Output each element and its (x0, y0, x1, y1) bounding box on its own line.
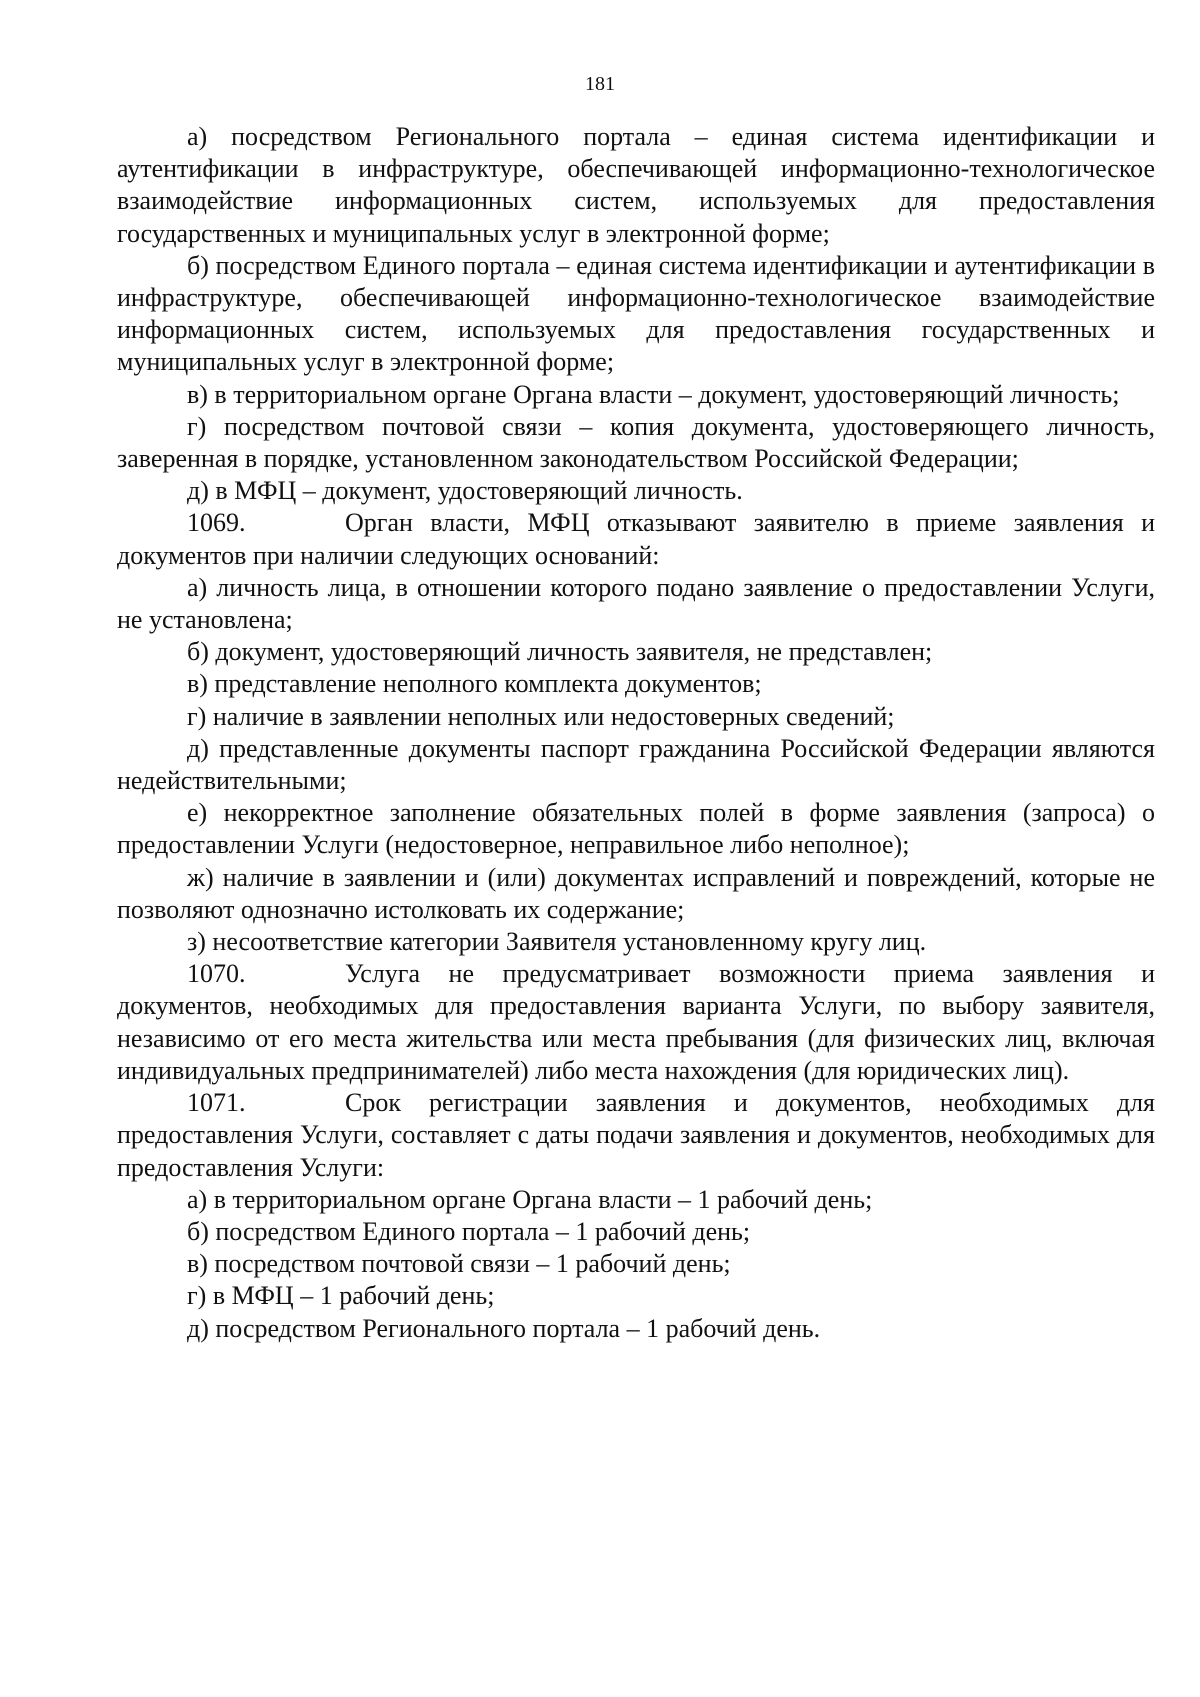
paragraph-identification-regional-portal: а) посредством Регионального портала – единая система идентификации и аутентификации в инфраструктуре, обеспечивающей информационно-технологическое взаимодействие информационных систем, используемых для предоставления государственных и муниципальных услуг в электронной форме; (117, 122, 1155, 248)
refusal-ground-v: в) представление неполного комплекта документов; (187, 669, 762, 699)
clause-1071 (117, 1087, 1155, 1184)
document-body (117, 121, 1155, 1345)
clause-1069 (117, 507, 1155, 571)
registration-term-postal: в) посредством почтовой связи – 1 рабочий день; (187, 1249, 731, 1279)
refusal-ground-b: б) документ, удостоверяющий личность заявителя, не представлен; (187, 637, 933, 667)
registration-term-regional-portal: д) посредством Регионального портала – 1 рабочий день. (187, 1313, 821, 1343)
paragraph-identification-mfc: д) в МФЦ – документ, удостоверяющий личность. (187, 476, 743, 506)
registration-term-territorial-body: а) в территориальном органе Органа власти – 1 рабочий день; (187, 1184, 873, 1214)
clause-1070 (117, 958, 1155, 1087)
clause-number: 1069. (187, 508, 246, 538)
clause-number: 1071. (187, 1088, 246, 1118)
refusal-ground-z: з) несоответствие категории Заявителя установленному кругу лиц. (187, 927, 927, 957)
paragraph-identification-territorial-body: в) в территориальном органе Органа власти – документ, удостоверяющий личность; (187, 379, 1120, 409)
paragraph-identification-postal: г) посредством почтовой связи – копия документа, удостоверяющего личность, заверенная в порядке, установленном законодательством Российской Федерации; (117, 411, 1155, 474)
page-number: 181 (585, 73, 615, 95)
clause-number: 1070. (187, 959, 246, 989)
refusal-ground-d: д) представленные документы паспорт гражданина Российской Федерации являются недействительными; (117, 733, 1155, 796)
clause-text: Услуга не предусматривает возможности приема заявления и документов, необходимых для предоставления варианта Услуги, по выбору заявителя, независимо от его места жительства или места пребывания (для физических лиц, включая индивидуальных предпринимателей) либо места нахождения (для юридических лиц). (117, 959, 1155, 1085)
refusal-ground-a: а) личность лица, в отношении которого подано заявление о предоставлении Услуги, не установлена; (117, 572, 1155, 635)
registration-term-unified-portal: б) посредством Единого портала – 1 рабочий день; (187, 1216, 751, 1246)
clause-text: Орган власти, МФЦ отказывают заявителю в приеме заявления и документов при наличии следующих оснований: (117, 508, 1155, 570)
paragraph-identification-unified-portal: б) посредством Единого портала – единая система идентификации и аутентификации в инфраструктуре, обеспечивающей информационно-технологическое взаимодействие информационных систем, используемых для предоставления государственных и муниципальных услуг в электронной форме; (117, 250, 1155, 377)
refusal-ground-g: г) наличие в заявлении неполных или недостоверных сведений; (187, 701, 895, 731)
registration-term-mfc: г) в МФЦ – 1 рабочий день; (187, 1281, 495, 1311)
refusal-ground-zh: ж) наличие в заявлении и (или) документах исправлений и повреждений, которые не позволяют однозначно истолковать их содержание; (117, 862, 1155, 924)
refusal-ground-e: е) некорректное заполнение обязательных полей в форме заявления (запроса) о предоставлении Услуги (недостоверное, неправильное либо неполное); (117, 798, 1155, 860)
clause-text: Срок регистрации заявления и документов, необходимых для предоставления Услуги, составляет с даты подачи заявления и документов, необходимых для предоставления Услуги: (117, 1088, 1155, 1182)
